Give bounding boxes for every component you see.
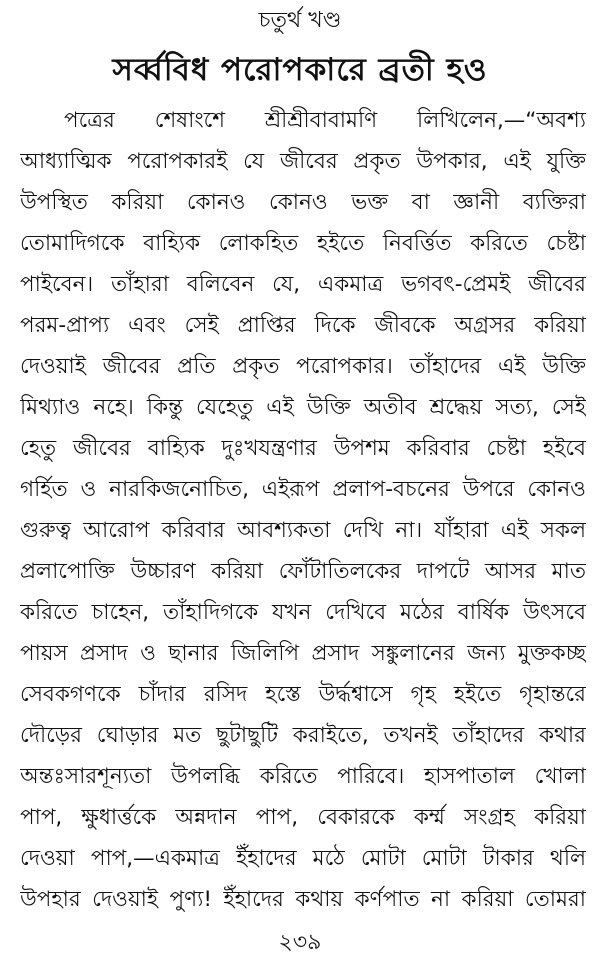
text-line: গর্হিত ও নারকিজনোচিত, এইরূপ প্রলাপ-বচনের উপরে কোনও <box>20 477 586 502</box>
text-line: উপহার দেওয়াই পুণ্য! ইঁহাদের কথায় কর্ণপাত না করিয়া তোমরা <box>20 887 586 912</box>
text-line: সেবকগণকে চাঁদার রসিদ হস্তে উর্দ্ধশ্বাসে গৃহ হইতে গৃহান্তরে <box>20 682 586 707</box>
text-line: প্রলাপোক্তি উচ্চারণ করিয়া ফোঁটাতিলকের দাপটে আসর মাত <box>20 559 586 584</box>
text-line: পত্রের শেষাংশে শ্রীশ্রীবাবামণি লিখিলেন,—“অবশ্য <box>64 108 586 133</box>
text-line: হেতু জীবের বাহ্যিক দুঃখযন্ত্রণার উপশম করিবার চেষ্টা হইবে <box>20 436 586 461</box>
chapter-title: সর্ব্ববিধ পরোপকারে ব্রতী হও <box>112 52 488 88</box>
running-head: চতুর্থ খণ্ড <box>258 8 342 33</box>
text-line: উপস্থিত করিয়া কোনও কোনও ভক্ত বা জ্ঞানী ব্যক্তিরা <box>20 190 586 215</box>
text-line: গুরুত্ব আরোপ করিবার আবশ্যকতা দেখি না। যাঁহারা এই সকল <box>20 518 586 543</box>
text-line: দেওয়াই জীবের প্রতি প্রকৃত পরোপকার। তাঁহাদের এই উক্তি <box>20 354 586 379</box>
text-line: পাপ, ক্ষুধার্ত্তকে অন্নদান পাপ, বেকারকে কর্ম্ম সংগ্রহ করিয়া <box>20 805 586 830</box>
text-line: দেওয়া পাপ,—একমাত্র ইঁহাদের মঠে মোটা মোটা টাকার থলি <box>20 846 586 871</box>
text-line: পাইবেন। তাঁহারা বলিবেন যে, একমাত্র ভগবৎ-প্রেমই জীবের <box>20 272 586 297</box>
text-line: করিতে চাহেন, তাঁহাদিগকে যখন দেখিবে মঠের বার্ষিক উৎসবে <box>20 600 586 625</box>
page-number: ২৩৯ <box>278 930 322 955</box>
text-line: তোমাদিগকে বাহ্যিক লোকহিত হইতে নিবর্ত্তিত করিতে চেষ্টা <box>20 231 586 256</box>
body-text <box>20 100 586 920</box>
text-line: দৌড়ের ঘোড়ার মত ছুটাছুটি করাইতে, তখনই তাঁহাদের কথার <box>20 723 586 748</box>
text-line: মিথ্যাও নহে। কিন্তু যেহেতু এই উক্তি অতীব শ্রদ্ধেয় সত্য, সেই <box>20 395 586 420</box>
text-line: অন্তঃসারশূন্যতা উপলব্ধি করিতে পারিবে। হাসপাতাল খোলা <box>20 764 586 789</box>
text-line: পরম-প্রাপ্য এবং সেই প্রাপ্তির দিকে জীবকে অগ্রসর করিয়া <box>20 313 586 338</box>
text-line: আধ্যাত্মিক পরোপকারই যে জীবের প্রকৃত উপকার, এই যুক্তি <box>20 149 586 174</box>
text-line: পায়স প্রসাদ ও ছানার জিলিপি প্রসাদ সঙ্কুলানের জন্য মুক্তকচ্ছ <box>20 641 586 666</box>
